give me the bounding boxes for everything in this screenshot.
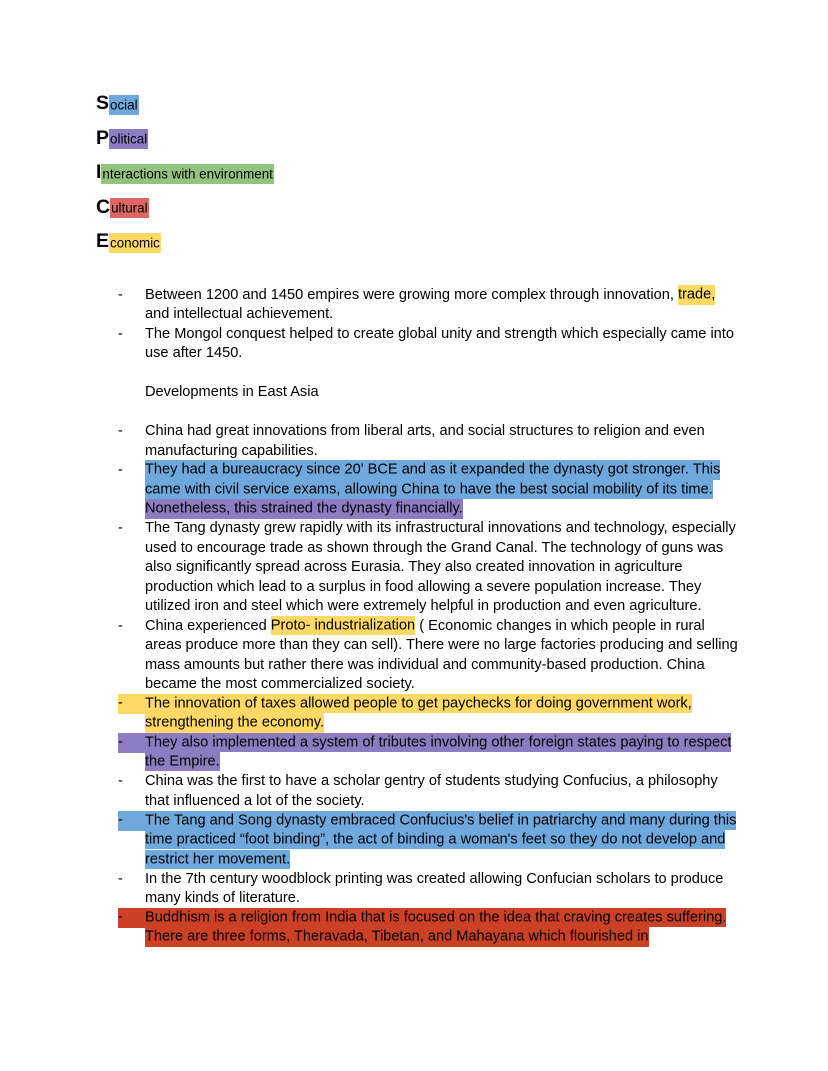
note-text [145, 383, 740, 402]
plain-text: China experienced [145, 617, 271, 634]
plain-text: China was the first to have a scholar gentry of students studying Confucius, a philosophy that influenced a lot of the society. [145, 773, 718, 809]
highlighted-text: They had a bureaucracy since 20' BCE and as it expanded the dynasty got stronger. This came with civil service exams, allowing China to have the best social mobility of its time. [145, 462, 721, 498]
plain-text: China had great innovations from liberal arts, and social structures to religion and even manufacturing capabilities. [145, 423, 705, 459]
note-text [145, 870, 740, 909]
bullet-marker-cell [118, 383, 145, 402]
legend-label: ocial [109, 95, 139, 115]
note-text [145, 617, 740, 695]
note-bullet [118, 519, 740, 616]
note-text [145, 908, 740, 947]
note-text [145, 325, 740, 364]
note-text [145, 422, 740, 461]
note-text [145, 772, 740, 811]
note-bullet [118, 772, 740, 811]
legend-initial-letter: S [96, 92, 110, 114]
bullet-marker-cell [118, 694, 145, 733]
bullet-marker-cell [118, 286, 145, 325]
note-text [145, 461, 740, 519]
note-bullet [118, 908, 740, 947]
legend-initial-letter: P [96, 126, 110, 149]
highlighted-text: Nonetheless, this strained the dynasty financially. [145, 500, 463, 517]
section-heading [118, 383, 740, 402]
bullet-dash: - [118, 287, 123, 303]
note-bullet [118, 286, 740, 325]
notes-list [118, 286, 740, 947]
legend-label: ultural [110, 198, 148, 218]
bullet-marker-cell [118, 772, 145, 811]
note-bullet [118, 811, 740, 869]
legend-initial-letter: C [96, 195, 111, 218]
bullet-dash: - [118, 733, 145, 752]
legend-item [96, 127, 828, 149]
bullet-marker-cell [118, 422, 145, 461]
bullet-dash: - [118, 423, 123, 440]
note-bullet [118, 733, 740, 772]
legend-item [96, 161, 828, 183]
bullet-dash: - [118, 520, 123, 537]
legend-item [96, 230, 828, 252]
note-text [145, 694, 740, 733]
plain-text: The Mongol conquest helped to create global unity and strength which especially came into use after 1450. [145, 325, 734, 362]
highlighted-text: They also implemented a system of tributes involving other foreign states paying to respect the Empire. [145, 734, 732, 770]
plain-text: ( Economic changes in which people in rural areas produce more than they can sell). There were no large factories producing and selling mass amounts but rather there was individual and community-based production. China became the most commercialized society. [145, 617, 738, 693]
note-text [145, 733, 740, 772]
legend-initial-letter: I [96, 161, 102, 183]
bullet-dash: - [118, 694, 145, 713]
bullet-dash: - [118, 462, 123, 479]
highlighted-text: Proto- industrialization [270, 617, 416, 634]
bullet-marker-cell [118, 733, 145, 772]
legend-initial-letter: E [96, 230, 110, 252]
bullet-dash: - [118, 908, 145, 927]
bullet-marker-cell [118, 519, 145, 616]
bullet-marker-cell [118, 325, 145, 364]
legend-item [96, 196, 828, 218]
note-bullet [118, 694, 740, 733]
highlighted-text: The innovation of taxes allowed people to get paychecks for doing government work, strengthening the economy. [145, 695, 692, 731]
legend-label: olitical [109, 129, 148, 149]
legend-label: nteractions with environment [101, 164, 273, 184]
plain-text: In the 7th century woodblock printing was created allowing Confucian scholars to produce many kinds of literature. [145, 870, 724, 907]
plain-text: and intellectual achievement. [145, 306, 334, 323]
plain-text: Developments in East Asia [145, 384, 319, 401]
note-text [145, 519, 740, 616]
note-text [145, 811, 740, 869]
bullet-dash: - [118, 617, 123, 634]
note-bullet [118, 461, 740, 519]
note-bullet [118, 422, 740, 461]
bullet-dash: - [118, 773, 123, 790]
bullet-marker-cell [118, 870, 145, 909]
highlighted-text: trade, [678, 287, 716, 303]
bullet-dash: - [118, 870, 123, 887]
note-bullet [118, 325, 740, 364]
bullet-dash: - [118, 811, 145, 830]
spice-legend [0, 0, 828, 252]
bullet-marker-cell [118, 461, 145, 519]
bullet-marker-cell [118, 811, 145, 869]
plain-text: Between 1200 and 1450 empires were growing more complex through innovation, [145, 287, 678, 303]
legend-label: conomic [109, 233, 161, 253]
note-bullet [118, 617, 740, 695]
bullet-dash: - [118, 325, 123, 342]
bullet-marker-cell [118, 908, 145, 947]
note-bullet [118, 870, 740, 909]
plain-text: The Tang dynasty grew rapidly with its infrastructural innovations and technology, especially used to encourage trade as shown through the Grand Canal. The technology of guns was also significantly spread across Eurasia. They also created innovation in agriculture production which lead to a surplus in food allowing a severe population increase. They utilized iron and steel which were extremely helpful in production and even agriculture. [145, 520, 736, 615]
note-text [145, 286, 740, 325]
highlighted-text: The Tang and Song dynasty embraced Confucius's belief in patriarchy and many during this time practiced “foot binding”, the act of binding a woman's feet so they do not develop and restrict her movement. [145, 812, 737, 868]
highlighted-text: Buddhism is a religion from India that is focused on the idea that craving creates suffering. There are three forms, Theravada, Tibetan, and Mahayana which flourished in [145, 909, 727, 945]
bullet-marker-cell [118, 617, 145, 695]
legend-item [96, 92, 828, 114]
